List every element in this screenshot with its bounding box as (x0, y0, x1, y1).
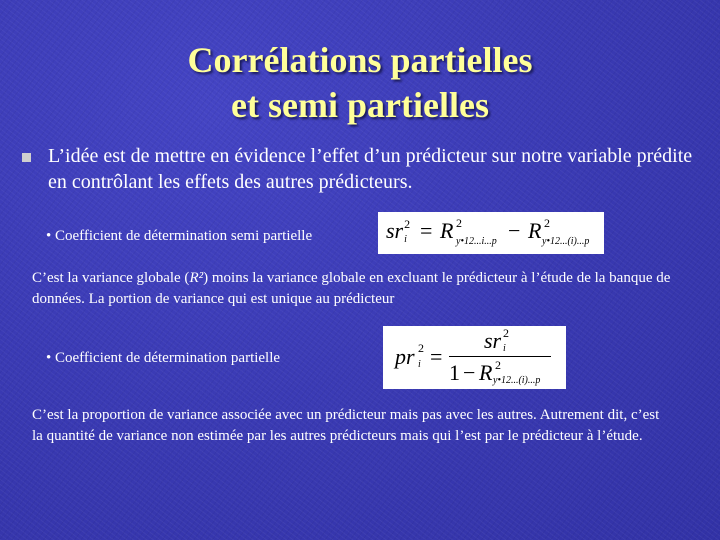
fraction-line (449, 356, 551, 357)
partial-description: C’est la proportion de variance associée avec un prédicteur mais pas avec les autres. Autrement dit, c’est la quantité de variance non estimée par les autres prédicteurs mais qui l’est par le prédicteur à l’étude. (32, 407, 660, 444)
formula-R1: R (440, 218, 454, 243)
formula-den-minus: − (463, 360, 476, 385)
formula-sr-sup: 2 (404, 217, 411, 231)
formula-R2: R (528, 218, 542, 243)
formula-pr-sub: i (418, 359, 421, 370)
formula-R1-sup: 2 (456, 216, 462, 230)
formula-R2-sup: 2 (544, 216, 550, 230)
main-bullet-text: L’idée est de mettre en évidence l’effet d’un prédicteur sur notre variable prédite en contrôlant les effets des autres prédicteurs. (48, 145, 693, 193)
formula-R2-sub: y•12...(i)...p (542, 236, 590, 247)
formula-den-sub: y•12...(i)...p (493, 375, 541, 386)
formula-minus: − (508, 218, 521, 243)
formula-R1-sub: y•12...i...p (456, 236, 497, 247)
partial-label: • Coefficient de détermination partielle (46, 350, 281, 366)
semi-partial-desc-part1: C’est la variance globale ( (32, 270, 190, 286)
slide-title-line-2: et semi partielles (231, 85, 489, 125)
formula-den-sup: 2 (495, 358, 501, 372)
formula-num-sup: 2 (503, 326, 509, 340)
formula-pr: pr (395, 344, 415, 369)
semi-partial-description (32, 268, 672, 310)
formula-den-R: R (479, 360, 493, 385)
formula-pr-equals: = (430, 344, 443, 369)
formula-num-sub: i (503, 343, 506, 354)
formula-sr: sr (386, 218, 404, 243)
slide-title-line-1: Corrélations partielles (187, 40, 533, 80)
square-bullet-icon (22, 153, 31, 162)
formula-den-one: 1 (449, 360, 460, 385)
partial-formula (383, 326, 566, 389)
semi-partial-desc-part2: ) moins la variance globale en excluant le prédicteur à l’étude de la banque de données. La portion de variance qui est unique au prédicteur (32, 270, 671, 307)
semi-partial-desc-r2: R² (189, 270, 204, 286)
slide-title (0, 38, 720, 128)
formula-equals: = (420, 218, 433, 243)
formula-num-sr: sr (484, 328, 502, 353)
semi-partial-formula (378, 212, 604, 254)
semi-partial-label: • Coefficient de détermination semi partielle (46, 228, 313, 244)
formula-sr-sub: i (404, 234, 407, 245)
formula-pr-sup: 2 (418, 341, 424, 355)
